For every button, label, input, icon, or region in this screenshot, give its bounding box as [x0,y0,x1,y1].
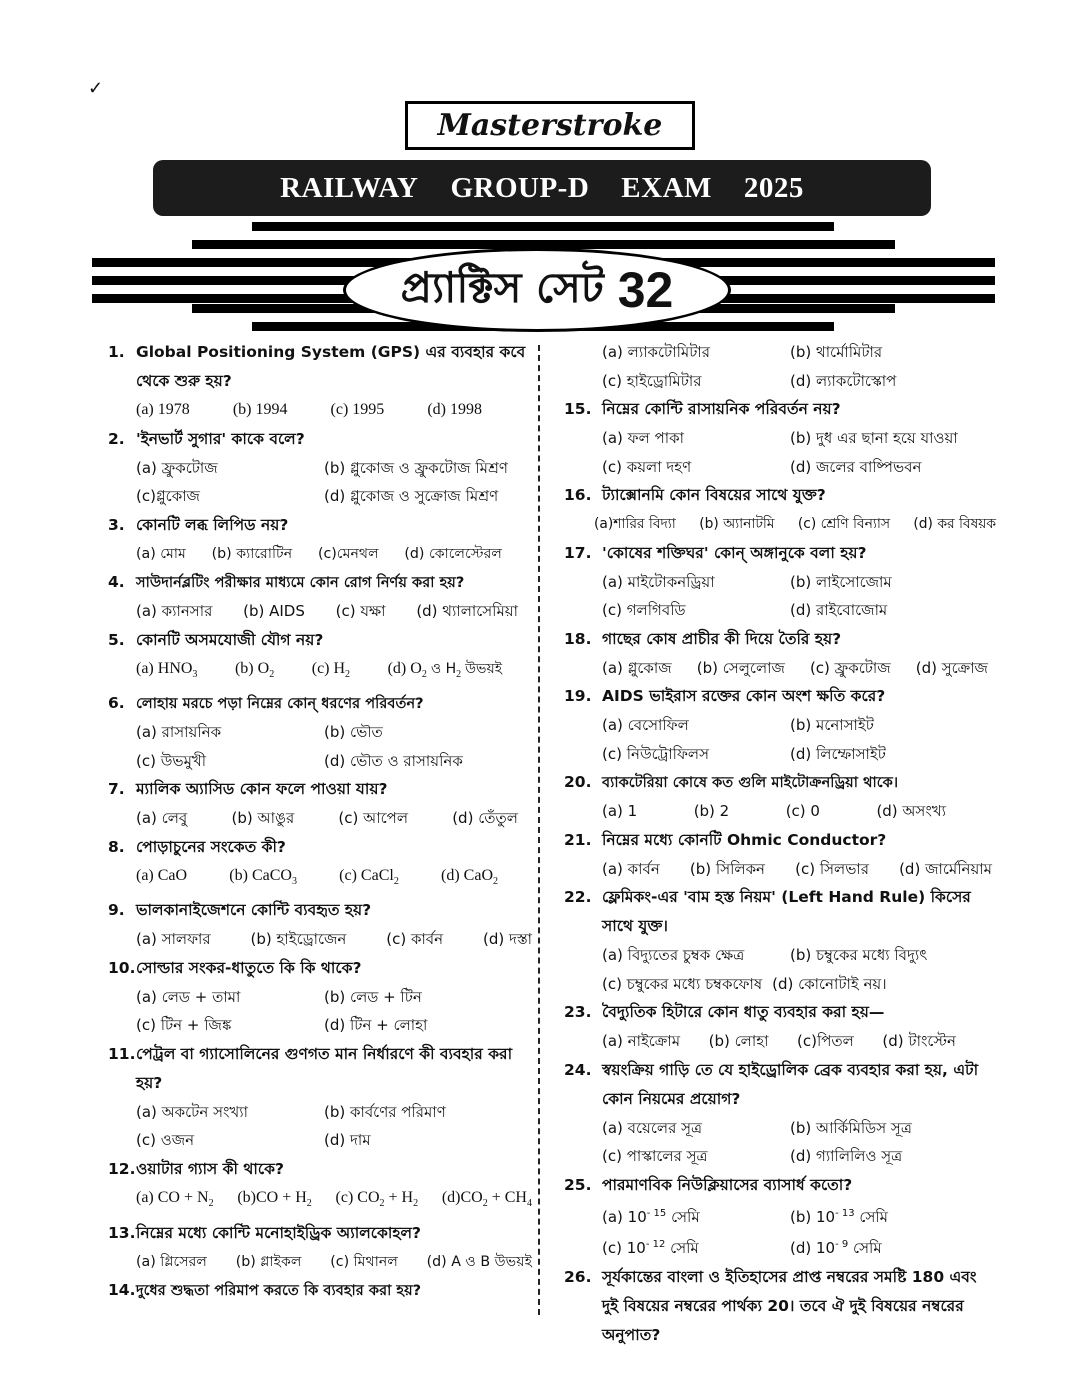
option: (a) মাইটোকনড্রিয়া [602,572,715,591]
option-row [108,925,532,954]
question [108,511,532,540]
option-row [108,718,532,747]
question-text: নিম্নের কোন্টি রাসায়নিক পরিবর্তন নয়? [602,400,841,418]
question-text: Global Positioning System (GPS) এর ব্যবহার কবে থেকে শুরু হয়? [136,343,526,390]
option: (c) $CO_2 + H_2$ [335,1188,419,1210]
option: (d) টিন + লোহা [324,1016,428,1035]
option: (d) ভৌত ও রাসায়নিক [324,751,463,770]
question [108,1219,532,1248]
option: (b) 2 [693,802,730,820]
option-row [564,654,996,683]
option: (d) $10^{- 9}$ সেমি [790,1239,882,1257]
option: (a) 1 [602,802,638,820]
option-row [564,1142,996,1171]
option: (a) মোম [136,545,186,562]
option: (d) কোনোটাই নয়। [772,974,887,993]
option: (a) নাইক্রোম [602,1032,681,1050]
question-number: 14. [108,1281,136,1300]
question-number: 13. [108,1223,136,1242]
option: (b) গ্লাইকল [235,1253,302,1270]
question [564,826,996,855]
option: (c) $H_2$ [311,659,351,680]
option: (a) ল্যাকটোমিটার [602,343,710,361]
option-row [108,540,532,569]
check-mark: ✓ [88,78,104,99]
option: (a) গ্লিসেরল [136,1253,207,1270]
option: (d) জলের বাষ্পিভবন [790,457,922,476]
question [108,626,532,655]
option: (c) যক্ষা [335,602,386,620]
question-text: নিম্নের মধ্যে কোনটি Ohmic Conductor? [602,830,887,849]
option: (b) দুধ এর ছানা হয়ে যাওয়া [790,429,958,447]
option: (b) 1994 [232,401,288,418]
option-row [564,1114,996,1143]
exam-banner [153,160,931,216]
option: (b) অ্যানাটমি [699,516,775,532]
option: (c) কয়লা দহণ [602,457,692,476]
option-row [564,855,996,884]
option: (a) CaO [136,866,188,884]
question-number: 3. [108,515,125,534]
option-row [108,1248,532,1277]
question-text: দুধের শুদ্ধতা পরিমাপ করতে কি ব্যবহার করা হয়? [136,1282,422,1300]
question-number: 22. [564,888,592,906]
question-text: লোহায় মরচে পড়া নিম্নের কোন্ ধরণের পরিবর্তন? [136,695,424,713]
question-text: ভালকানাইজেশনে কোন্টি ব্যবহৃত হয়? [136,901,372,920]
question-text: ম্যালিক অ্যাসিড কোন ফলে পাওয়া যায়? [136,780,388,799]
option: (b) চম্বুকের মধ্যে বিদ্যুৎ [790,946,928,964]
option-row [108,862,532,897]
option: (d) গ্যালিলিও সূত্র [790,1147,903,1165]
option-row [564,453,996,482]
option: (c) ফ্রুকটোজ [809,658,891,677]
question-text: সাউদার্নব্লটিং পরীক্ষার মাধ্যমে কোন রোগ নির্ণয় করা হয়? [136,574,465,591]
option: (b) $O_2$ [234,659,275,680]
option: (c) পাস্কালের সূত্র [602,1147,708,1165]
option: (d) অসংখ্য [876,802,946,820]
brand-logo: Masterstroke [405,101,695,150]
option-row [564,970,996,999]
set-title: প্র্যাক্টিস সেট [400,262,604,312]
question-text: সূর্যকান্তের বাংলা ও ইতিহাসের প্রাপ্ত নম্বরের সমষ্টি 180 এবং দুই বিষয়ের নম্বরের পার্থক্য 20। তবে ঐ দুই বিষয়ের নম্বরের অনুপাত? [602,1267,977,1344]
option-row [564,1200,996,1232]
question-number: 19. [564,687,592,705]
question-number: 20. [564,773,592,791]
option: $(d)CO_2 + CH_4$ [441,1188,532,1210]
option: (b) সেলুলোজ [696,658,785,677]
question-text: পারমাণবিক নিউক্লিয়াসের ব্যাসার্ধ কতো? [602,1175,853,1194]
option: (b) AIDS [243,602,305,620]
question [564,625,996,654]
question-number: 21. [564,830,592,849]
option: (a) ফল পাকা [602,429,684,447]
question-text: কোনটি লব্ধ লিপিড নয়? [136,515,289,534]
question-text: স্বয়ংক্রিয় গাড়ি তে যে হাইড্রোলিক ব্রেক ব্যবহার করা হয়, এটা কোন নিয়মের প্রয়োগ? [602,1060,979,1108]
question-number: 8. [108,837,125,856]
question [564,481,996,510]
question-text: গাছের কোষ প্রাচীর কী দিয়ে তৈরি হয়? [602,629,842,648]
question [108,568,532,597]
column-divider [538,345,540,1315]
question-number: 25. [564,1175,592,1194]
option-row [108,983,532,1012]
option: (b) $10^{- 13}$ সেমি [790,1207,889,1226]
option-row [108,482,532,511]
option: (d) জার্মেনিয়াম [899,859,992,878]
question [108,833,532,862]
question [108,775,532,804]
option: (c) $10^{- 12}$ সেমি [602,1239,699,1257]
option: (a) বয়েলের সূত্র [602,1118,703,1137]
option: (a) সালফার [136,930,211,949]
question [564,395,996,424]
option-row [564,740,996,769]
option: (d) সুক্রোজ [915,658,988,677]
option: (c) নিউট্রোফিলস [602,744,710,763]
option: (a) বেসোফিল [602,716,689,734]
question-text: ব্যাকটেরিয়া কোষে কত গুলি মাইটোক্রনড্রিয়া থাকে। [602,774,899,791]
option-row [564,568,996,597]
option: (c) হাইড্রোমিটার [602,371,702,390]
question-text: ওয়াটার গ্যাস কী থাকে? [136,1159,284,1178]
question-number: 23. [564,1003,592,1021]
question-text: পোড়াচুনের সংকেত কী? [136,837,286,856]
option-row [564,424,996,453]
option: (b) CaCO$_3$ [229,866,297,887]
option: (a) লেবু [136,809,188,828]
option-row [564,367,996,396]
question [564,1056,996,1114]
option: (c) CaCl$_2$ [339,866,399,887]
option: (a) গ্লুকোজ [602,658,672,677]
question [108,425,532,454]
question-text: কোনটি অসমযোজী যৌগ নয়? [136,630,324,649]
option: (b) মনোসাইট [790,716,874,734]
option-row [108,597,532,626]
option-row [108,1098,532,1127]
question [108,689,532,718]
banner-word: RAILWAY [280,172,419,204]
option-row [108,396,532,425]
option: (d) কর বিষয়ক [913,516,996,532]
question-number: 15. [564,400,592,418]
question-number: 4. [108,573,125,591]
option-row [564,1027,996,1056]
option: (b) লাইসোজোম [790,572,892,591]
option-row [108,1126,532,1155]
question [564,682,996,711]
question-text: নিম্নের মধ্যে কোন্টি মনোহাইড্রিক অ্যালকোহল? [136,1223,422,1242]
option: (b) হাইড্রোজেন [250,930,347,949]
deco-stripe [252,222,834,231]
option: (c)গ্লুকোজ [136,487,200,505]
option: (c) শ্রেণি বিন্যাস [797,516,890,532]
question [564,1263,996,1350]
question-text: 'কোষের শক্তিঘর' কোন্ অঙ্গানুকে বলা হয়? [602,543,867,562]
question [564,883,996,941]
question [564,539,996,568]
option: (d) টাংস্টেন [882,1032,956,1050]
banner-word: EXAM [621,172,712,204]
option-row [108,655,532,690]
question [108,954,532,983]
option: (d) 1998 [427,401,482,418]
option: (c) কার্বন [386,930,444,949]
practice-set-title [343,248,731,332]
question-number: 12. [108,1159,136,1178]
option: (a) CO + $N_2$ [136,1188,214,1210]
question-number: 10. [108,958,136,977]
question [108,1276,532,1305]
option: (c) চম্বুকের মধ্যে চম্বকফোষ [602,974,763,993]
question-number: 26. [564,1267,592,1286]
question-text: পেট্রল বা গ্যাসোলিনের গুণগত মান নির্ধারণে কী ব্যবহার করা হয়? [136,1044,513,1092]
option: (d) তেঁতুল [452,809,518,828]
option: (c) ওজন [136,1131,195,1150]
set-number: 32 [617,262,674,318]
option-row [564,1231,996,1263]
option: (a)শারির বিদ্যা [594,516,676,532]
option: (c) 0 [785,802,820,820]
question-number: 18. [564,629,592,648]
question [108,338,532,396]
question-number: 7. [108,780,125,799]
question-number: 9. [108,901,125,920]
option: (c)পিতল [797,1032,854,1050]
option: (c)মেনথল [317,545,379,562]
question [564,768,996,797]
option: (b) সিলিকন [689,859,766,878]
question-number: 11. [108,1044,136,1063]
option: (b) ক্যারোটিন [211,545,293,562]
question [108,1155,532,1184]
question [108,896,532,925]
question-number: 6. [108,694,125,713]
option: (d) ল্যাকটোস্কোপ [790,371,897,390]
option: (b) লেড + টিন [324,987,422,1006]
option-row [108,747,532,776]
question-number: 17. [564,543,592,562]
option-row [564,596,996,625]
question-text: বৈদ্যুতিক হিটারে কোন ধাতু ব্যবহার করা হয়— [602,1003,885,1021]
option: (a) কার্বন [602,859,660,878]
option-row [564,797,996,826]
option: (c) গলগিবডি [602,601,686,619]
option: (d) কোলেস্টেরল [404,545,502,562]
question-number: 24. [564,1060,592,1079]
option: (a) 1978 [136,401,190,418]
banner-word: GROUP-D [450,172,590,204]
option: (d) দাম [324,1131,371,1150]
option: (a) লেড + তামা [136,987,241,1006]
option: (b) লোহা [708,1032,769,1050]
option: (a) বিদ্যুতের চুম্বক ক্ষেত্র [602,946,745,964]
option: (d) থ্যালাসেমিয়া [416,602,518,620]
question-number: 16. [564,486,592,504]
banner-word: 2025 [743,172,804,204]
option: (d) A ও B উভয়ই [426,1253,532,1270]
option: (a) অকটেন সংখ্যা [136,1102,248,1121]
question-number: 1. [108,343,125,361]
option-row [564,711,996,740]
question [564,998,996,1027]
option: (d) CaO$_2$ [441,866,498,887]
option: (b) ভৌত [324,723,383,742]
option: (b) গ্লুকোজ ও ফ্রুকটোজ মিশ্রণ [324,458,508,477]
question-text: সোল্ডার সংকর-ধাতুতে কি কি থাকে? [136,958,362,977]
option: $(b)CO + H_2$ [237,1188,312,1210]
option: (c) আপেল [338,809,409,828]
option: (b) আর্কিমিডিস সূত্র [790,1118,912,1137]
option: (a) ক্যানসার [136,602,213,620]
option: (c) সিলভার [795,859,869,878]
option: (b) কার্বণের পরিমাণ [324,1102,446,1121]
question-text: ট্যাক্সোনমি কোন বিষয়ের সাথে যুক্ত? [602,486,826,504]
option: (d) লিম্ফোসাইট [790,744,886,763]
option: (c) 1995 [330,401,385,418]
option: (c) উভমুখী [136,751,207,770]
option-row [108,454,532,483]
option-row [108,804,532,833]
option: (d) $O_2$ ও $H_2$ উভয়ই [387,659,502,680]
option: (d) গ্লুকোজ ও সুক্রোজ মিশ্রণ [324,487,499,505]
option-row [564,941,996,970]
left-column [108,338,532,1305]
option: (a) $HNO_3$ [136,659,198,680]
option: (b) আঙুর [231,809,295,828]
option-row [564,510,996,539]
option: (b) থার্মোমিটার [790,343,883,361]
option-row [564,338,996,367]
option: (a) রাসায়নিক [136,723,222,742]
question [108,1040,532,1098]
right-column [564,338,996,1350]
question [564,1171,996,1200]
option: (d) দস্তা [482,930,532,949]
option: (a) ফ্রুকটোজ [136,458,218,477]
question-text: AIDS ভাইরাস রক্তের কোন অংশ ক্ষতি করে? [602,687,886,705]
question-number: 5. [108,630,125,649]
option-row [108,1011,532,1040]
question-text: 'ইনভার্ট সুগার' কাকে বলে? [136,429,305,448]
question-number: 2. [108,429,125,448]
option: (c) টিন + জিঙ্ক [136,1016,232,1035]
option: (a) $10^{- 15}$ সেমি [602,1207,700,1226]
option: (c) মিথানল [330,1253,398,1270]
question-text: ফ্লেমিকং-এর 'বাম হস্ত নিয়ম' (Left Hand Rule) কিসের সাথে যুক্ত। [602,888,971,935]
option-row [108,1184,532,1219]
option: (d) রাইবোজোম [790,601,888,619]
